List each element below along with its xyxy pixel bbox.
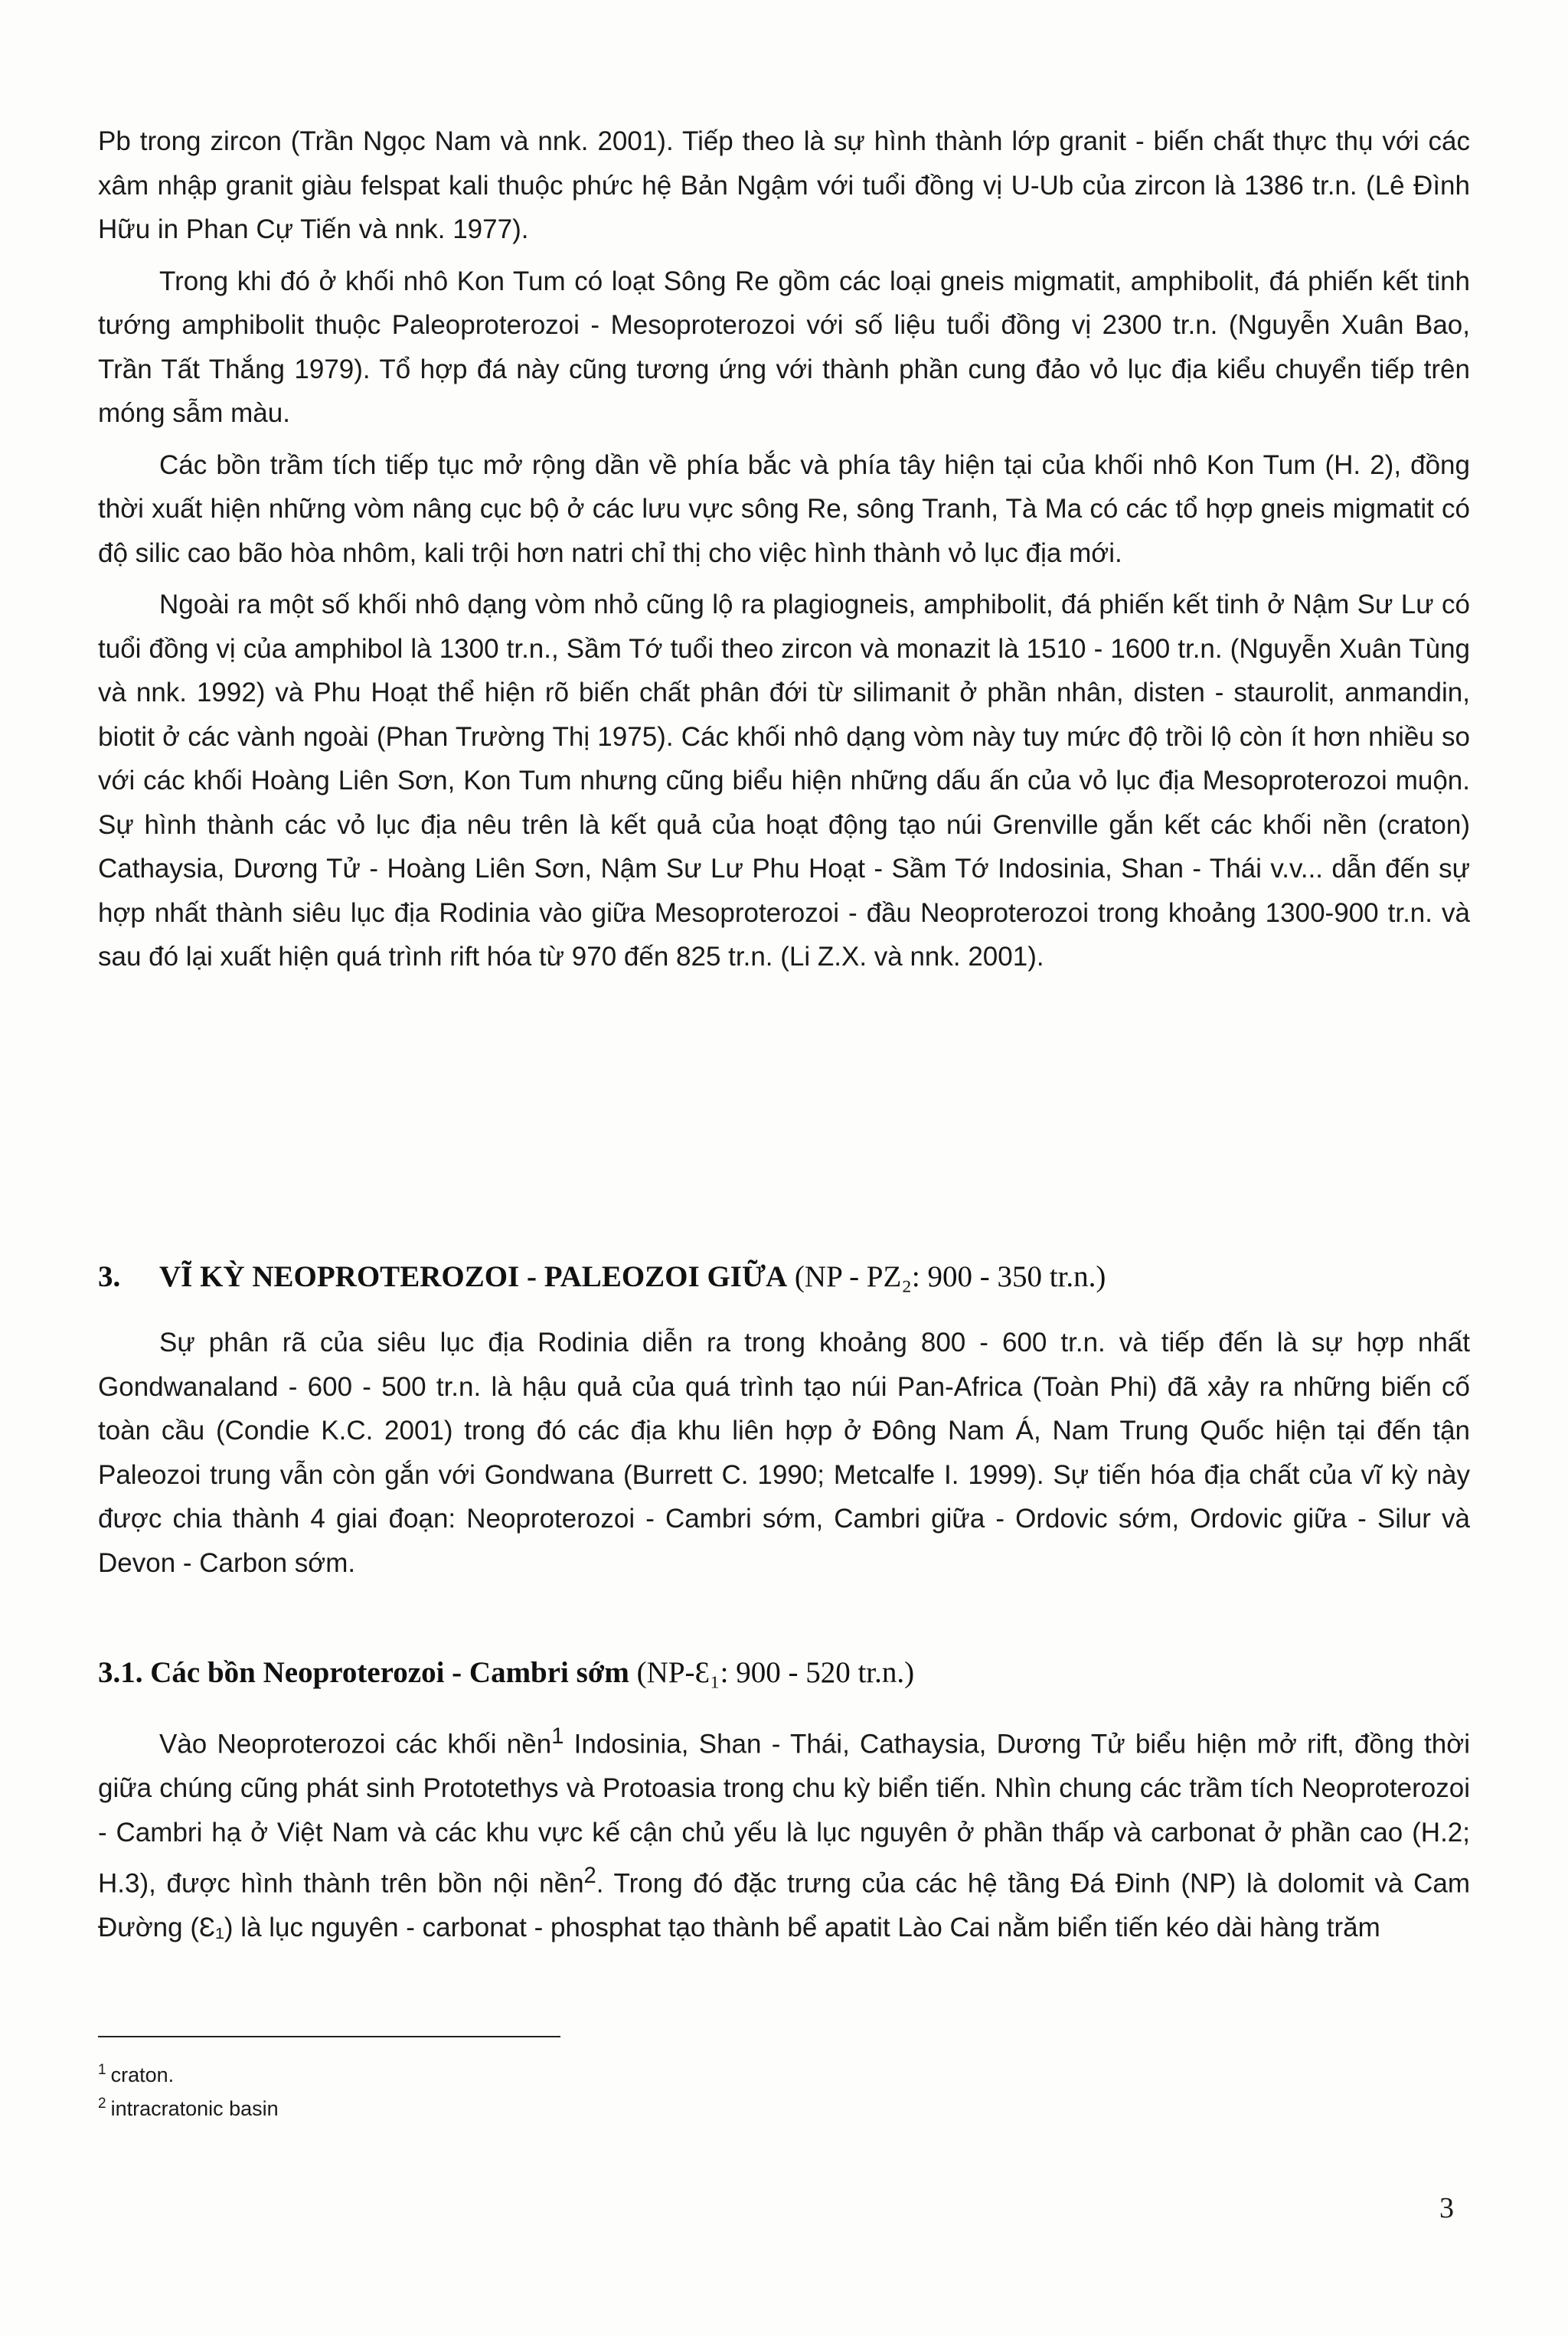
footnote-ref-2[interactable]: 2 xyxy=(583,1864,596,1889)
footnotes xyxy=(98,2056,279,2123)
section-subtitle: (NP - PZ₂: 900 - 350 tr.n.) xyxy=(794,1260,1106,1293)
footnote-divider xyxy=(98,2036,560,2037)
subsection-subtitle: (NP-Ɛ₁: 900 - 520 tr.n.) xyxy=(636,1656,915,1689)
section-3-1-heading xyxy=(98,1654,1470,1692)
paragraph-dome-massifs: Ngoài ra một số khối nhô dạng vòm nhỏ cũng lộ ra plagiogneis, amphibolit, đá phiến kết tinh ở Nậm Sư Lư có tuổi đồng vị của amphibol là 1300 tr.n., Sầm Tớ tuổi theo zircon và monazit là 1510 - 1600 tr.n. (Nguyễn Xuân Tùng và nnk. 1992) và Phu Hoạt thể hiện rõ biến chất phân đới từ silimanit ở phần nhân, disten - staurolit, anmandin, biotit ở các vành ngoài (Phan Trường Thị 1975). Các khối nhô dạng vòm này tuy mức độ trồi lộ còn ít hơn nhiều so với các khối Hoàng Liên Sơn, Kon Tum nhưng cũng biểu hiện những dấu ấn của vỏ lục địa Mesoproterozoi muộn. Sự hình thành các vỏ lục địa nêu trên là kết quả của hoạt động tạo núi Grenville gắn kết các khối nền (craton) Cathaysia, Dương Tử - Hoàng Liên Sơn, Nậm Sư Lư Phu Hoạt - Sầm Tớ Indosinia, Shan - Thái v.v... dẫn đến sự hợp nhất thành siêu lục địa Rodinia vào giữa Mesoproterozoi - đầu Neoproterozoi trong khoảng 1300-900 tr.n. và sau đó lại xuất hiện quá trình rift hóa từ 970 đến 825 tr.n. (Li Z.X. và nnk. 2001). xyxy=(98,590,1470,972)
subsection-title: Các bồn Neoproterozoi - Cambri sớm xyxy=(150,1656,629,1689)
footnote-1-text: craton. xyxy=(110,2063,175,2086)
paragraph-zircon-ages: Pb trong zircon (Trần Ngọc Nam và nnk. 2001). Tiếp theo là sự hình thành lớp granit - biến chất thực thụ với các xâm nhập granit giàu felspat kali thuộc phức hệ Bản Ngậm với tuổi đồng vị U-Ub của zircon là 1386 tr.n. (Lê Đình Hữu in Phan Cự Tiến và nnk. 1977). xyxy=(98,126,1470,244)
footnote-1 xyxy=(98,2056,279,2089)
section-3-body xyxy=(98,1321,1470,1585)
section-title: VĨ KỲ NEOPROTEROZOI - PALEOZOI GIỮA xyxy=(159,1260,788,1293)
footnote-2-mark: 2 xyxy=(98,2096,106,2112)
page-number: 3 xyxy=(1439,2192,1454,2224)
section2-continuation xyxy=(98,119,1470,979)
subsection-number: 3.1. xyxy=(98,1656,143,1689)
paragraph-sedimentary-basins: Các bồn trầm tích tiếp tục mở rộng dần về phía bắc và phía tây hiện tại của khối nhô Kon Tum (H. 2), đồng thời xuất hiện những vòm nâng cục bộ ở các lưu vực sông Re, sông Tranh, Tà Ma có các tổ hợp gneis migmatit có độ silic cao bão hòa nhôm, kali trội hơn natri chỉ thị cho việc hình thành vỏ lục địa mới. xyxy=(98,449,1470,568)
text-segment: Indosinia, Shan - Thái, Cathaysia, Dương Tử biểu hiện mở rift, đồng thời giữa chúng cũng phát sinh Prototethys và Protoasia trong chu kỳ biển tiến. Nhìn chung các trầm tích Neoproterozoi - Cambri hạ ở Việt Nam và các khu vực kế cận chủ yếu là lục nguyên ở phần thấp và carbonat ở phần cao (H.2; H.3), được hình thành trên bồn nội nền xyxy=(98,1729,1470,1899)
footnote-ref-1[interactable]: 1 xyxy=(551,1724,564,1749)
footnote-2-text: intracratonic basin xyxy=(110,2097,279,2120)
paragraph-neoproterozoi-rifting xyxy=(98,1715,1470,1950)
footnote-1-mark: 1 xyxy=(98,2062,106,2078)
footnote-2 xyxy=(98,2089,279,2123)
text-segment: . Trong đó đặc trưng của các hệ tầng Đá Đinh (NP) là dolomit và Cam Đường (Ɛ₁) là lục nguyên - carbonat - phosphat tạo thành bể apatit Lào Cai nằm biển tiến kéo dài hàng trăm xyxy=(98,1868,1470,1943)
section-3-1-body xyxy=(98,1715,1470,1950)
text-segment: Vào Neoproterozoi các khối nền xyxy=(159,1729,552,1759)
paragraph-rodinia-breakup: Sự phân rã của siêu lục địa Rodinia diễn ra trong khoảng 800 - 600 tr.n. và tiếp đến là sự hợp nhất Gondwanaland - 600 - 500 tr.n. là hậu quả của quá trình tạo núi Pan-Africa (Toàn Phi) đã xảy ra những biến cố toàn cầu (Condie K.C. 2001) trong đó các địa khu liên hợp ở Đông Nam Á, Nam Trung Quốc hiện tại đến tận Paleozoi trung vẫn còn gắn với Gondwana (Burrett C. 1990; Metcalfe I. 1999). Sự tiến hóa địa chất của vĩ kỳ này được chia thành 4 giai đoạn: Neoproterozoi - Cambri sớm, Cambri giữa - Ordovic sớm, Ordovic giữa - Silur và Devon - Carbon sớm. xyxy=(98,1328,1470,1578)
paragraph-kon-tum: Trong khi đó ở khối nhô Kon Tum có loạt Sông Re gồm các loại gneis migmatit, amphibolit, đá phiến kết tinh tướng amphibolit thuộc Paleoproterozoi - Mesoproterozoi với số liệu tuổi đồng vị 2300 tr.n. (Nguyễn Xuân Bao, Trần Tất Thắng 1979). Tổ hợp đá này cũng tương ứng với thành phần cung đảo vỏ lục địa kiểu chuyển tiếp trên móng sẫm màu. xyxy=(98,266,1470,428)
section-number: 3. xyxy=(98,1260,121,1293)
section-3-heading xyxy=(98,1258,1470,1296)
